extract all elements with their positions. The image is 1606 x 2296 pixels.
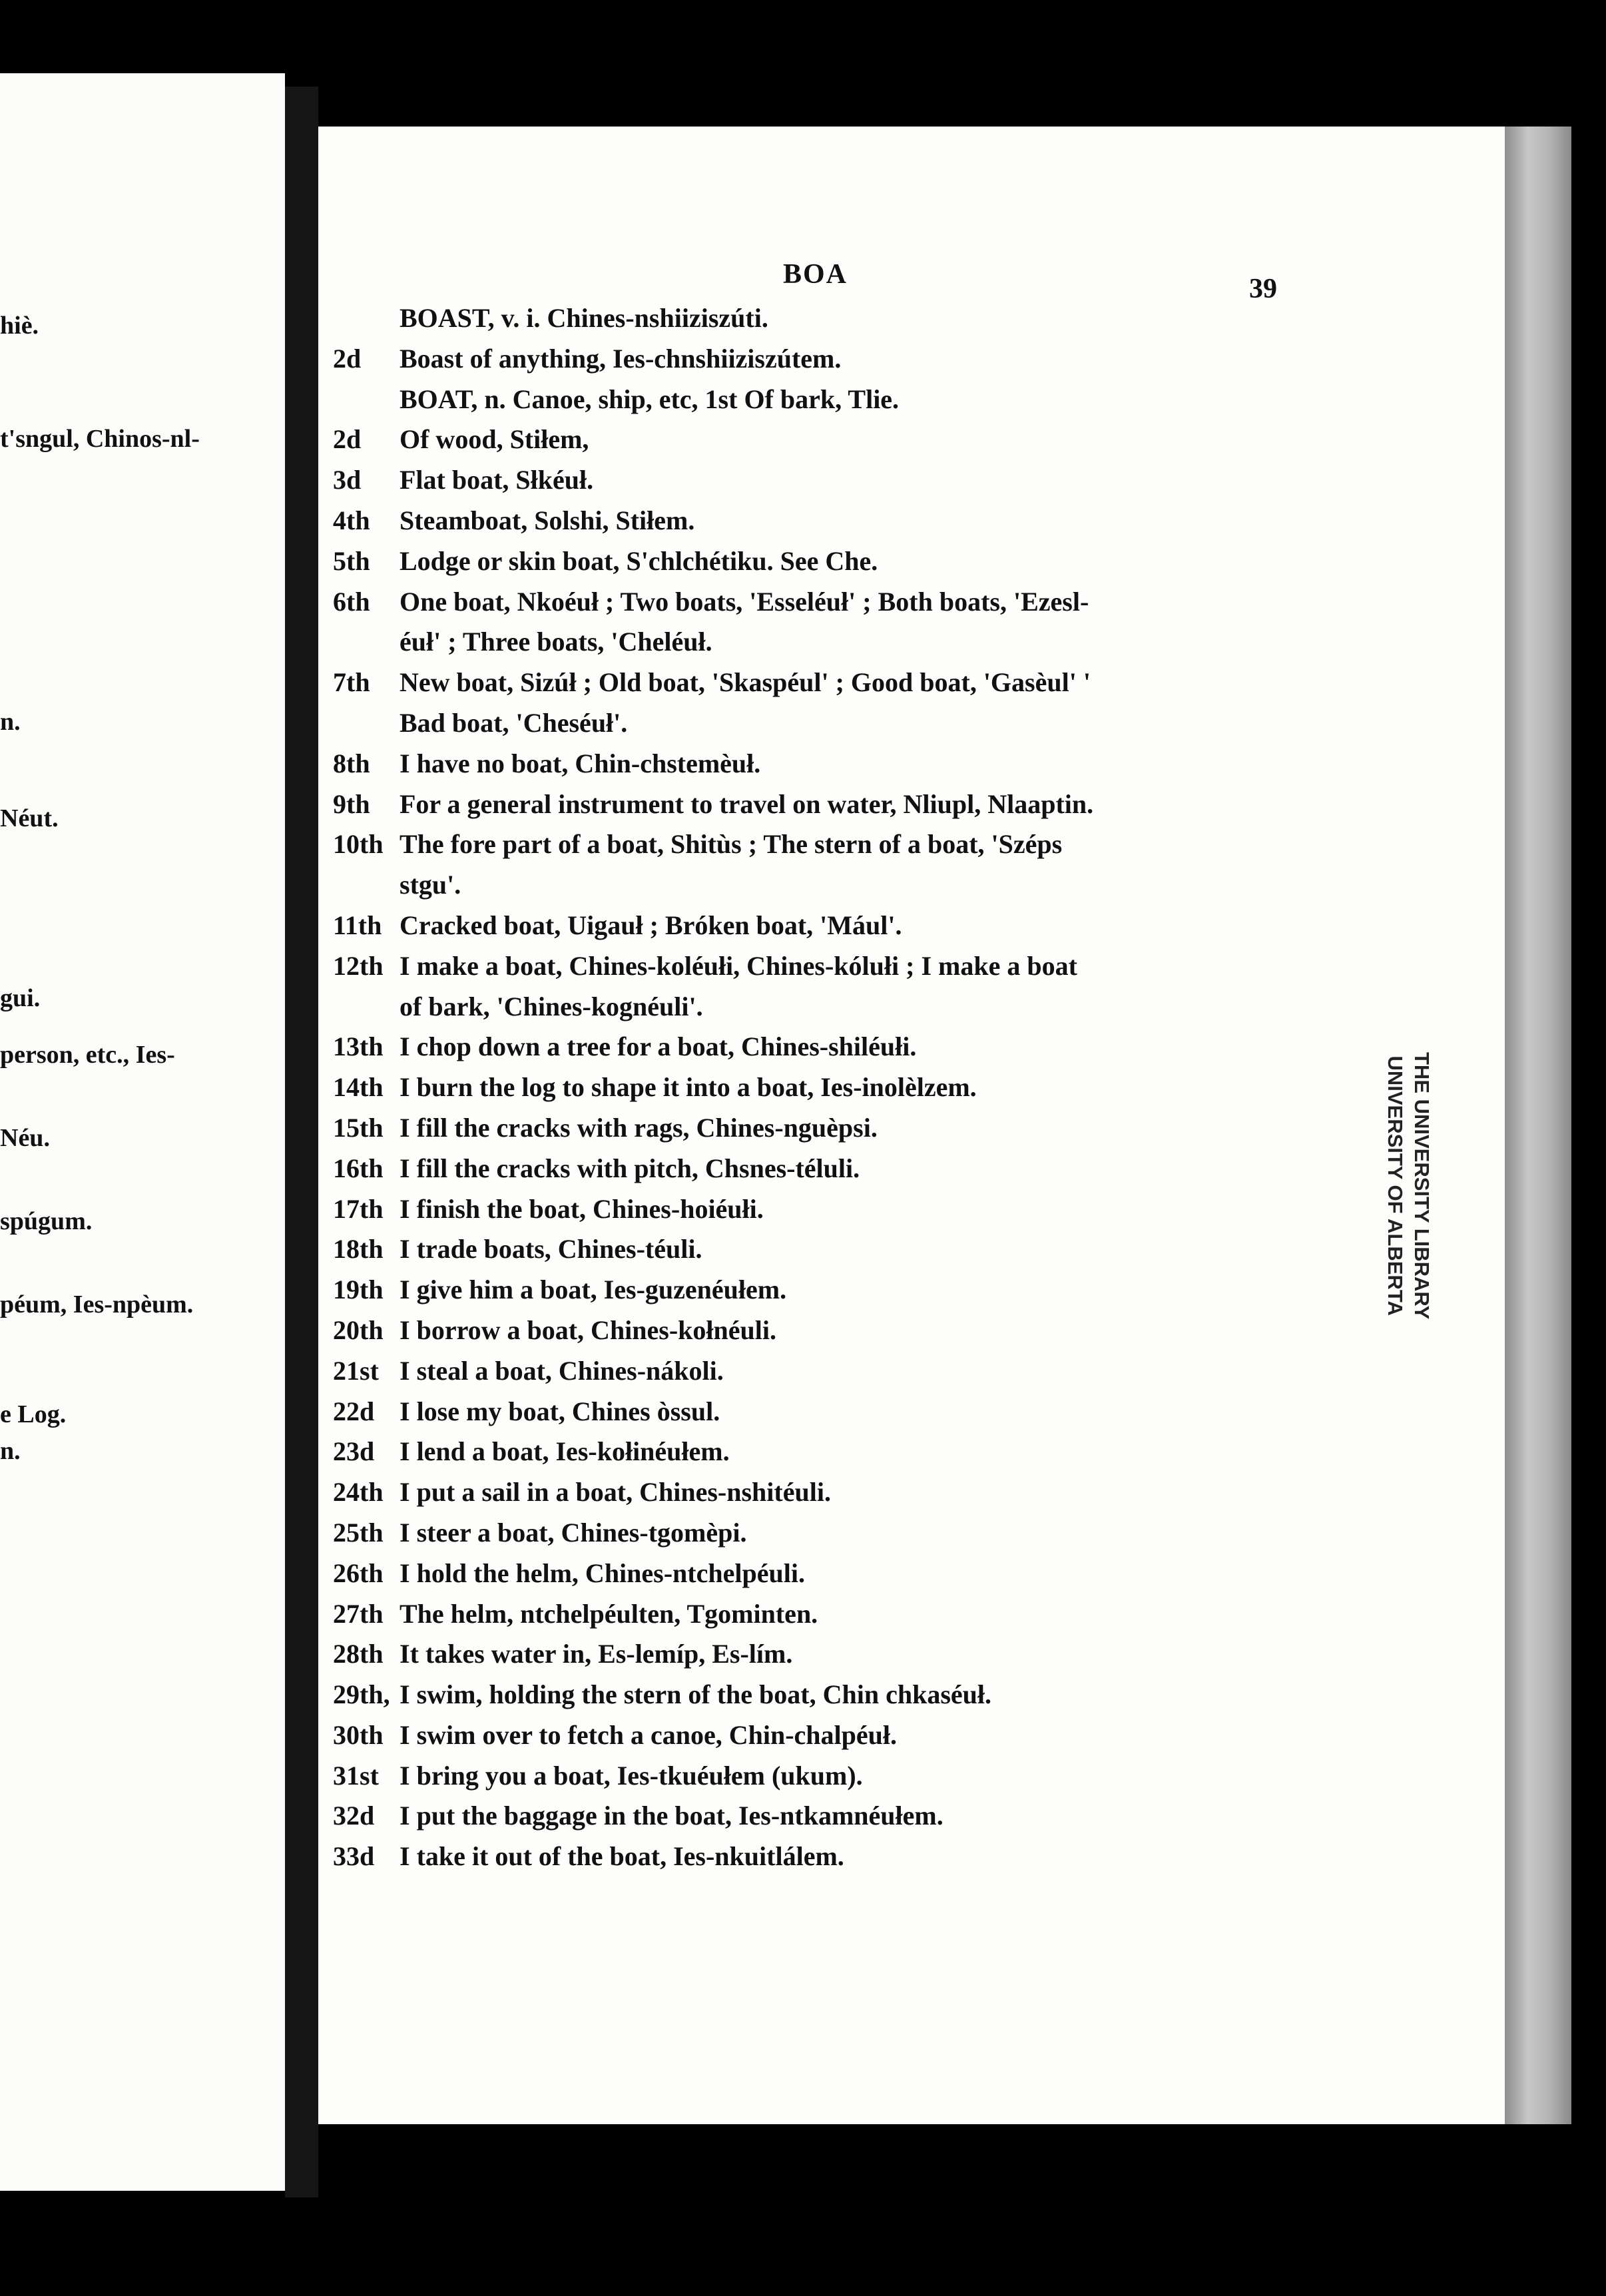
dictionary-entries: [333, 298, 1298, 1877]
dictionary-entry: 33d I take it out of the boat, Ies-nkuitlálem.: [333, 1841, 844, 1872]
dictionary-entry: 5th Lodge or skin boat, S'chlchétiku. See Che.: [333, 545, 878, 576]
dictionary-entry: 16th I fill the cracks with pitch, Chsnes-téluli.: [333, 1153, 860, 1183]
dictionary-entry: 19th I give him a boat, Ies-guzenéułem.: [333, 1275, 787, 1305]
dictionary-entry: 28th It takes water in, Es-lemíp, Es-lím.: [333, 1639, 793, 1669]
dictionary-entry: 6th One boat, Nkoéuł ; Two boats, 'Esseléuł' ; Both boats, 'Ezesl-: [333, 586, 1089, 617]
left-page-fragment: Néut.: [0, 804, 59, 832]
dictionary-entry: 27th The helm, ntchelpéulten, Tgominten.: [333, 1598, 818, 1629]
page-number: 39: [1249, 274, 1277, 304]
running-head: BOA: [783, 259, 848, 290]
dictionary-entry: 15th I fill the cracks with rags, Chines-nguèpsi.: [333, 1112, 878, 1143]
left-page-fragment: e Log.: [0, 1400, 67, 1428]
library-stamp-line: UNIVERSITY OF ALBERTA: [1384, 1055, 1407, 1316]
dictionary-entry: 13th I chop down a tree for a boat, Chines-shiléułi.: [333, 1031, 917, 1062]
dictionary-entry: 24th I put a sail in a boat, Chines-nshitéuli.: [333, 1477, 831, 1508]
left-page-fragment: hiè.: [0, 312, 39, 340]
dictionary-entry: 2d Boast of anything, Ies-chnshiiziszútem.: [333, 343, 842, 374]
dictionary-entry: 9th For a general instrument to travel on water, Nliupl, Nlaaptin.: [333, 788, 1094, 819]
dictionary-entry: 10th The fore part of a boat, Shitùs ; The stern of a boat, 'Széps: [333, 829, 1063, 860]
dictionary-entry: 14th I burn the log to shape it into a boat, Ies-inolèlzem.: [333, 1072, 977, 1103]
dictionary-entry: 3d Flat boat, Słkéuł.: [333, 465, 594, 495]
dictionary-entry: 12th I make a boat, Chines-koléułi, Chines-kólułi ; I make a boat: [333, 950, 1077, 981]
dictionary-entry: 7th New boat, Sizúł ; Old boat, 'Skaspéul' ; Good boat, 'Gasèul' ': [333, 667, 1091, 698]
dictionary-entry: 11th Cracked boat, Uigauł ; Bróken boat, 'Mául'.: [333, 910, 902, 940]
left-page-fragment: n.: [0, 1437, 21, 1465]
dictionary-entry-continuation: Bad boat, 'Cheséuł'.: [400, 707, 628, 738]
dictionary-entry: 31st I bring you a boat, Ies-tkuéułem (ukum).: [333, 1760, 863, 1791]
dictionary-entry: 17th I finish the boat, Chines-hoiéułi.: [333, 1193, 764, 1224]
left-page-fragment: Néu.: [0, 1124, 50, 1152]
left-page-fragment: n.: [0, 708, 21, 736]
left-page: [0, 73, 285, 2191]
dictionary-entry-continuation: stgu'.: [400, 870, 461, 900]
dictionary-entry: 2d Of wood, Stiłem,: [333, 424, 589, 455]
dictionary-entry: 20th I borrow a boat, Chines-kołnéuli.: [333, 1314, 777, 1345]
left-page-fragment: gui.: [0, 984, 41, 1012]
dictionary-entry-continuation: of bark, 'Chines-kognéuli'.: [400, 991, 703, 1021]
dictionary-entry: 21st I steal a boat, Chines-nákoli.: [333, 1355, 724, 1386]
left-page-fragment: t'sngul, Chinos-nl-: [0, 425, 200, 453]
dictionary-entry: 32d I put the baggage in the boat, Ies-ntkamnéułem.: [333, 1801, 943, 1831]
left-page-fragment: spúgum.: [0, 1207, 93, 1235]
dictionary-entry: 8th I have no boat, Chin-chstemèuł.: [333, 748, 761, 778]
dictionary-entry: 23d I lend a boat, Ies-kołinéułem.: [333, 1436, 730, 1467]
dictionary-entry: 25th I steer a boat, Chines-tgomèpi.: [333, 1517, 747, 1548]
dictionary-entry: BOAT, n. Canoe, ship, etc, 1st Of bark, Tlie.: [400, 384, 900, 414]
dictionary-entry: 29th, I swim, holding the stern of the boat, Chin chkaséuł.: [333, 1679, 992, 1710]
dictionary-entry: 26th I hold the helm, Chines-ntchelpéuli.: [333, 1558, 805, 1588]
dictionary-entry: 18th I trade boats, Chines-téuli.: [333, 1234, 702, 1265]
left-page-fragment: person, etc., Ies-: [0, 1041, 175, 1069]
library-stamp-line: THE UNIVERSITY LIBRARY: [1410, 1052, 1434, 1320]
page-edge: [1505, 127, 1571, 2124]
dictionary-entry: 22d I lose my boat, Chines òssul.: [333, 1396, 720, 1426]
dictionary-entry: BOAST, v. i. Chines-nshiiziszúti.: [400, 303, 768, 333]
dictionary-entry: 30th I swim over to fetch a canoe, Chin-chalpéuł.: [333, 1719, 897, 1750]
left-page-fragment: péum, Ies-npèum.: [0, 1291, 194, 1318]
book-gutter: [285, 87, 318, 2197]
dictionary-entry: 4th Steamboat, Solshi, Stiłem.: [333, 505, 695, 535]
dictionary-entry-continuation: éuł' ; Three boats, 'Cheléuł.: [400, 627, 712, 657]
library-stamp: [1382, 1052, 1435, 1319]
